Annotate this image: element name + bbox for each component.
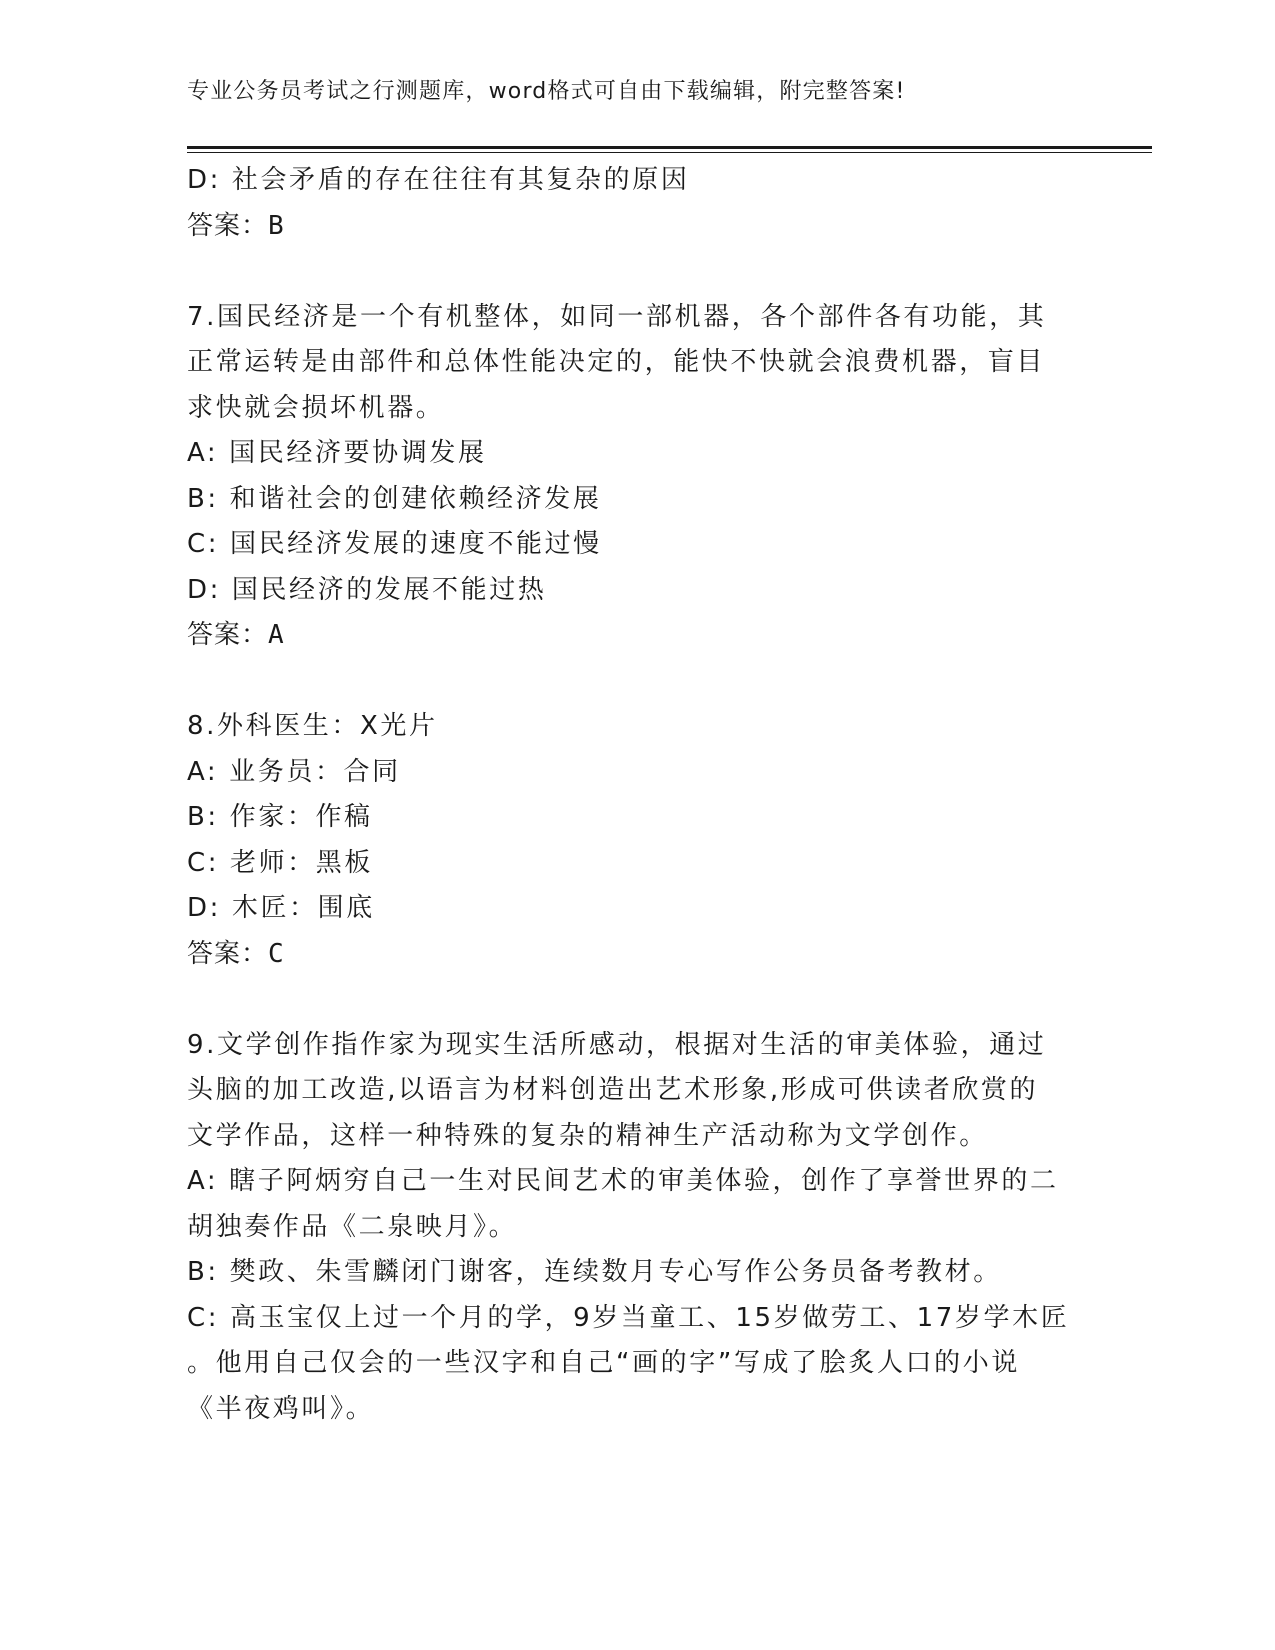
- option-a: A: 业务员：合同: [187, 756, 401, 787]
- question-9: [187, 1023, 1082, 1433]
- question-stem-line: 正常运转是由部件和总体性能决定的，能快不快就会浪费机器，盲目: [187, 347, 1046, 377]
- option-d: D: 木匠：围底: [187, 893, 375, 923]
- question-7: [187, 295, 1082, 659]
- option-line: B: 樊政、朱雪麟闭门谢客，连续数月专心写作公务员备考教材。: [187, 1257, 1002, 1287]
- answer-value: C: [268, 938, 285, 969]
- option-line: 胡独奏作品《二泉映月》。: [187, 1211, 518, 1242]
- option-line: A: 瞎子阿炳穷自己一生对民间艺术的审美体验，创作了享誉世界的二: [187, 1166, 1059, 1196]
- question-stem-line: 求快就会损坏机器。: [187, 392, 445, 423]
- spacer: [187, 659, 1082, 705]
- question-stem-line: 8.外科医生：X光片: [187, 711, 438, 741]
- answer-label: 答案：: [187, 210, 269, 241]
- option-b: B: 作家：作稿: [187, 802, 373, 832]
- option-d: D: 国民经济的发展不能过热: [187, 574, 547, 605]
- question-stem-line: 头脑的加工改造,以语言为材料创造出艺术形象,形成可供读者欣赏的: [187, 1075, 1039, 1105]
- answer-label: 答案：: [187, 620, 269, 650]
- question-stem-line: 9.文学创作指作家为现实生活所感动，根据对生活的审美体验，通过: [187, 1029, 1047, 1060]
- header-rule-thick: [187, 146, 1152, 149]
- option-c: C: 国民经济发展的速度不能过慢: [187, 529, 602, 559]
- answer-line: [187, 932, 1082, 978]
- option-line: C: 高玉宝仅上过一个月的学，9岁当童工、15岁做劳工、17岁学木匠: [187, 1302, 1070, 1333]
- page-header: 专业公务员考试之行测题库，word格式可自由下载编辑，附完整答案!: [187, 79, 906, 104]
- answer-value: A: [268, 620, 285, 650]
- document-body: [187, 158, 1082, 1432]
- question-stem-line: 文学作品，这样一种特殊的复杂的精神生产活动称为文学创作。: [187, 1120, 988, 1151]
- option-line: 。他用自己仅会的一些汉字和自己“画的字”写成了脍炙人口的小说: [187, 1348, 1020, 1378]
- spacer: [187, 249, 1082, 295]
- header-rule-thin: [187, 152, 1152, 153]
- spacer: [187, 977, 1082, 1023]
- option-b: B: 和谐社会的创建依赖经济发展: [187, 483, 602, 514]
- answer-label: 答案：: [187, 938, 269, 969]
- option-d: D: 社会矛盾的存在往往有其复杂的原因: [187, 165, 690, 195]
- option-c: C: 老师：黑板: [187, 847, 373, 878]
- answer-value: B: [268, 210, 285, 241]
- answer-line: [187, 204, 1082, 250]
- question-stem-line: 7.国民经济是一个有机整体，如同一部机器，各个部件各有功能，其: [187, 301, 1047, 332]
- option-line: 《半夜鸡叫》。: [187, 1393, 375, 1424]
- option-a: A: 国民经济要协调发展: [187, 438, 487, 468]
- question-8: [187, 704, 1082, 977]
- answer-line: [187, 613, 1082, 659]
